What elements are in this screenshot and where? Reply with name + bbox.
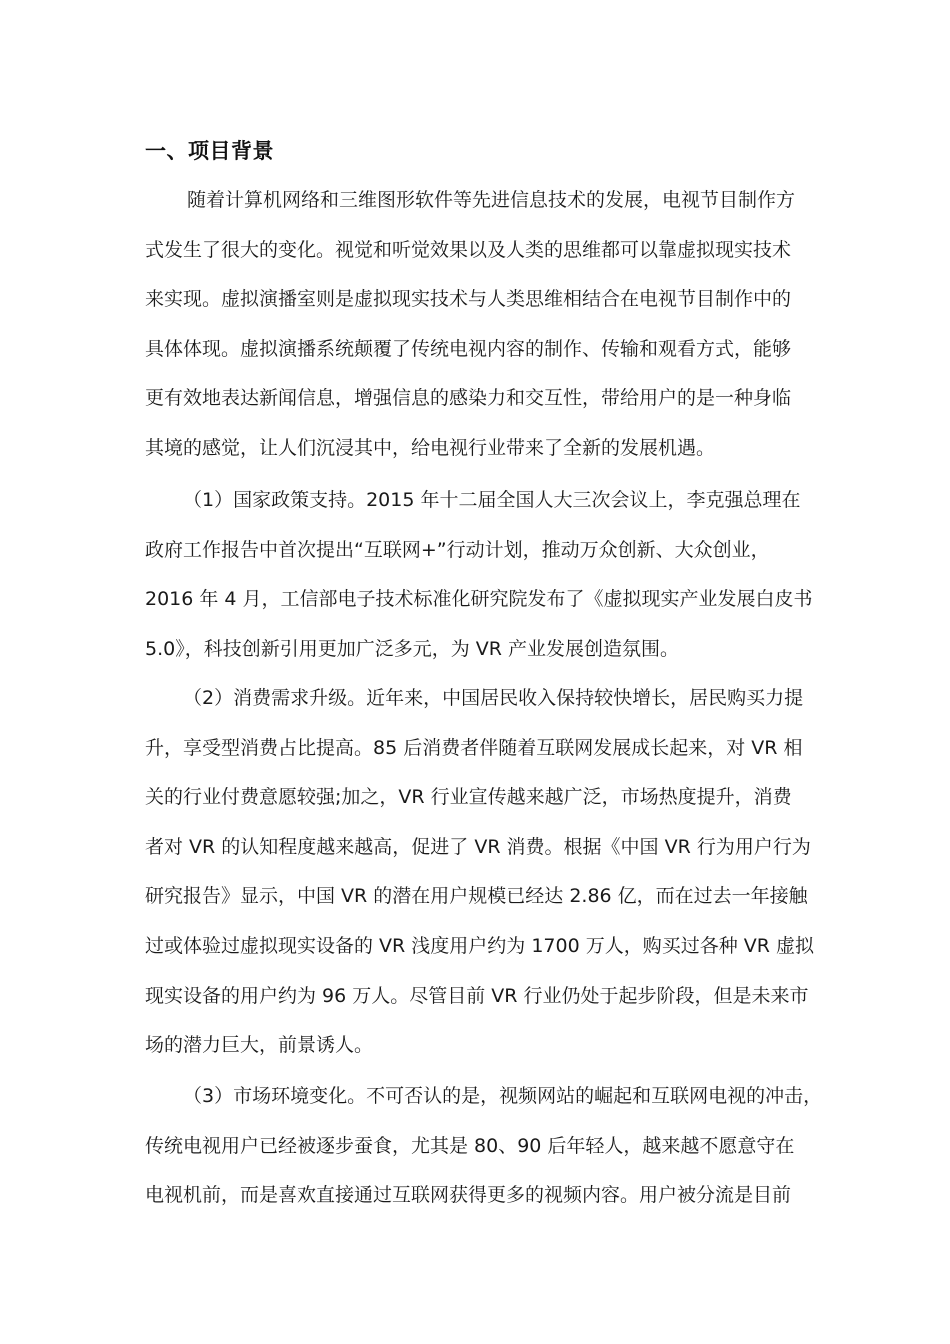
- paragraph-line: 关的行业付费意愿较强;加之，VR 行业宣传越来越广泛，市场热度提升，消费: [145, 786, 792, 809]
- paragraph-market-change: [145, 1072, 823, 1221]
- paragraph-background-intro: [145, 176, 810, 474]
- paragraph-line: 研究报告》显示，中国 VR 的潜在用户规模已经达 2.86 亿，而在过去一年接触: [145, 885, 808, 908]
- paragraph-line: （2）消费需求升级。近年来，中国居民收入保持较快增长，居民购买力提: [183, 687, 804, 709]
- section-heading: 一、项目背景: [145, 139, 274, 163]
- paragraph-line: 政府工作报告中首次提出“互联网+”行动计划，推动万众创新、大众创业，: [145, 538, 770, 561]
- paragraph-line: 式发生了很大的变化。视觉和听觉效果以及人类的思维都可以靠虚拟现实技术: [145, 238, 792, 261]
- paragraph-line: 电视机前，而是喜欢直接通过互联网获得更多的视频内容。用户被分流是目前: [145, 1184, 792, 1207]
- paragraph-consumption-upgrade: [145, 674, 814, 1071]
- paragraph-line: 其境的感觉，让人们沉浸其中，给电视行业带来了全新的发展机遇。: [145, 436, 716, 459]
- paragraph-line: 升，享受型消费占比提高。85 后消费者伴随着互联网发展成长起来，对 VR 相: [145, 736, 803, 759]
- paragraph-line: 过或体验过虚拟现实设备的 VR 浅度用户约为 1700 万人，购买过各种 VR 虚拟: [145, 934, 814, 957]
- paragraph-line: 现实设备的用户约为 96 万人。尽管目前 VR 行业仍处于起步阶段，但是未来市: [145, 984, 809, 1007]
- paragraph-line: 具体体现。虚拟演播系统颠覆了传统电视内容的制作、传输和观看方式，能够: [145, 337, 792, 360]
- paragraph-line: （3）市场环境变化。不可否认的是，视频网站的崛起和互联网电视的冲击，: [183, 1085, 823, 1107]
- paragraph-line: 者对 VR 的认知程度越来越高，促进了 VR 消费。根据《中国 VR 行为用户行为: [145, 835, 811, 858]
- paragraph-line: （1）国家政策支持。2015 年十二届全国人大三次会议上，李克强总理在: [183, 489, 801, 511]
- paragraph-line: 场的潜力巨大，前景诱人。: [145, 1034, 374, 1057]
- paragraph-policy-support: [145, 476, 813, 674]
- paragraph-line: 5.0》，科技创新引用更加广泛多元，为 VR 产业发展创造氛围。: [145, 637, 679, 660]
- paragraph-line: 来实现。虚拟演播室则是虚拟现实技术与人类思维相结合在电视节目制作中的: [145, 288, 792, 311]
- paragraph-line: 传统电视用户已经被逐步蚕食，尤其是 80、90 后年轻人，越来越不愿意守在: [145, 1134, 795, 1157]
- paragraph-line: 2016 年 4 月，工信部电子技术标准化研究院发布了《虚拟现实产业发展白皮书: [145, 588, 813, 611]
- paragraph-line: 更有效地表达新闻信息，增强信息的感染力和交互性，带给用户的是一种身临: [145, 387, 792, 410]
- paragraph-line: 随着计算机网络和三维图形软件等先进信息技术的发展，电视节目制作方: [187, 189, 796, 211]
